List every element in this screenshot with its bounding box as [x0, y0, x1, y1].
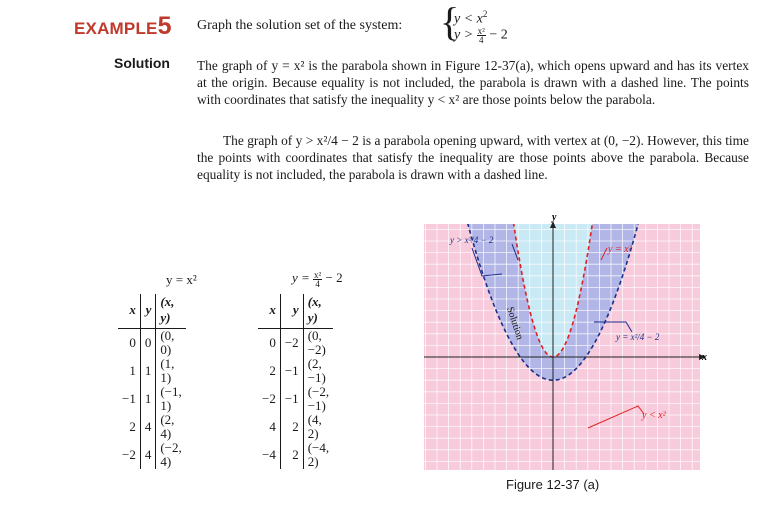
table2-title: y = $\frac{\text{x²}}{4}$ − 2	[292, 269, 343, 289]
table-cell: 1	[140, 357, 156, 385]
system-line-2: y > $\frac{\text{x²}}{4}$ − 2	[454, 26, 508, 45]
table-cell: 0	[140, 329, 156, 358]
table-row	[258, 329, 333, 358]
solution-label: Solution	[114, 55, 170, 71]
table-cell: (2, 4)	[160, 412, 175, 441]
table-cell: 1	[118, 357, 140, 385]
table-cell: (2, −1)	[307, 356, 326, 385]
table-cell: −1	[118, 385, 140, 413]
label-solution: Solution	[504, 305, 526, 342]
table-row	[118, 385, 186, 413]
y-axis-label: y	[552, 212, 557, 223]
table-cell: (1, 1)	[160, 356, 175, 385]
table-cell: 4	[140, 441, 156, 469]
example-prompt: Graph the solution set of the system:	[197, 18, 403, 33]
table-row	[118, 329, 186, 358]
table-cell: 2	[280, 413, 303, 441]
x-axis-label: x	[702, 352, 707, 363]
label-parabola-x2: y = x²	[608, 244, 632, 255]
table1: x y (x, y) 0 0 (0, 0) 1 1 (1, 1) −1 1 (−1, 1) 2 4 (2, 4) −2 4 (−2, 4)	[118, 294, 186, 469]
table-row	[258, 385, 333, 413]
example-label: EXAMPLE5	[74, 12, 172, 40]
table-cell: −1	[280, 385, 303, 413]
table-cell: 1	[140, 385, 156, 413]
label-parabola-lower: y = x²/4 − 2	[616, 332, 660, 342]
table-cell: 2	[280, 441, 303, 469]
table-cell: 0	[118, 329, 140, 358]
table-cell: 2	[258, 357, 280, 385]
table-cell: 2	[118, 413, 140, 441]
table-row	[118, 413, 186, 441]
label-below-region: y < x²	[642, 410, 666, 421]
table-cell: 4	[140, 413, 156, 441]
table-cell: −2	[118, 441, 140, 469]
paragraph-1: The graph of y = x² is the parabola shown in Figure 12-37(a), which opens upward and has its vertex at the origin. Because equality is not included, the parabola is drawn with a dashed line. The points with coordinates that satisfy the inequality y < x² are those points below the parabola.	[197, 58, 749, 107]
table1-title: y = x²	[166, 272, 197, 287]
table-row	[118, 357, 186, 385]
figure-caption: Figure 12-37 (a)	[506, 477, 600, 492]
table-row	[118, 441, 186, 469]
label-upper-region: y > x²/4 − 2	[450, 235, 494, 245]
table2: x y (x, y) 0 −2 (0, −2) 2 −1 (2, −1) −2 −1 (−2, −1) 4 2 (4, 2) −4 2 (−4, 2)	[258, 294, 333, 469]
table-cell: (0, −2)	[307, 328, 326, 357]
system-line-1: $y < x^2$	[454, 9, 488, 27]
table-cell: (−2, −1)	[307, 384, 330, 413]
table-cell: (−1, 1)	[160, 384, 182, 413]
table-cell: (4, 2)	[307, 412, 322, 441]
table-cell: −1	[280, 357, 303, 385]
table-cell: 4	[258, 413, 280, 441]
table-cell: (−4, 2)	[307, 440, 330, 469]
table-cell: (−2, 4)	[160, 440, 182, 469]
table-cell: −2	[258, 385, 280, 413]
table-cell: −4	[258, 441, 280, 469]
table-cell: (0, 0)	[160, 328, 175, 357]
table-row	[258, 441, 333, 469]
paragraph-2: The graph of y > x²/4 − 2 is a parabola opening upward, with vertex at (0, −2). However, this time the points with coordinates that satisfy the inequality are those points above the parabola. Because equality is not included, the parabola is drawn with a dashed line.	[197, 133, 749, 182]
figure-graph	[420, 210, 710, 472]
table-cell: −2	[280, 329, 303, 358]
table-cell: 0	[258, 329, 280, 358]
table-row	[258, 357, 333, 385]
table-row	[258, 413, 333, 441]
